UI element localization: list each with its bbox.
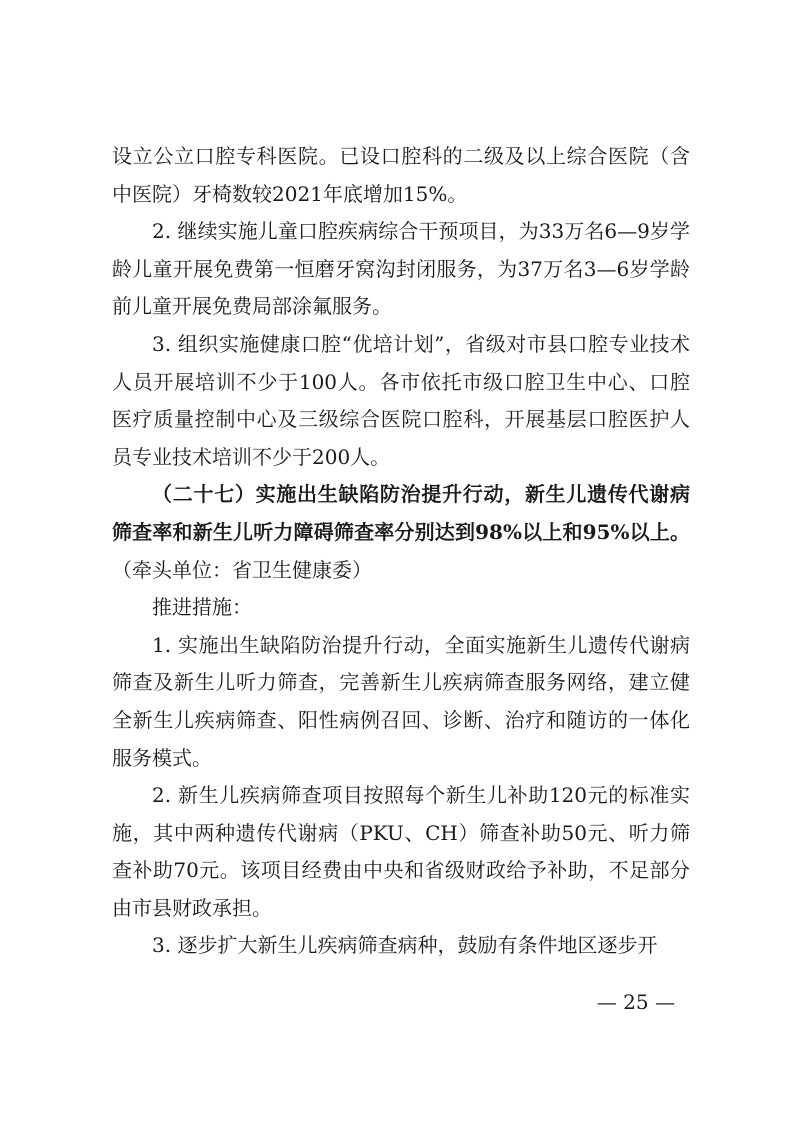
paragraph-measure-1: 1. 实施出生缺陷防治提升行动，全面实施新生儿遗传代谢病筛查及新生儿听力筛查，完善新生儿疾病筛查服务网络，建立健全新生儿疾病筛查、阳性病例召回、诊断、治疗和随访的一体化服务模式。 bbox=[112, 632, 690, 770]
paragraph-measure-2b: 2. 新生儿疾病筛查项目按照每个新生儿补助120元的标准实施，其中两种遗传代谢病（PKU、CH）筛查补助50元、听力筛查补助70元。该项目经费由中央和省级财政给予补助，不足部分由市县财政承担。 bbox=[112, 783, 690, 920]
lead-unit-note: （牵头单位：省卫生健康委） bbox=[112, 557, 372, 582]
page-number: — 25 — bbox=[596, 990, 675, 1014]
paragraph-measure-3: 3. 组织实施健康口腔“优培计划”，省级对市县口腔专业技术人员开展培训不少于100人。各市依托市级口腔卫生中心、口腔医疗质量控制中心及三级综合医院口腔科，开展基层口腔医护人员专业技术培训不少于200人。 bbox=[112, 331, 690, 469]
paragraph-measure-2: 2. 继续实施儿童口腔疾病综合干预项目，为33万名6—9岁学龄儿童开展免费第一恒磨牙窝沟封闭服务，为37万名3—6岁学龄前儿童开展免费局部涂氟服务。 bbox=[112, 219, 690, 319]
document-body bbox=[112, 138, 690, 965]
paragraph-continuation: 设立公立口腔专科医院。已设口腔科的二级及以上综合医院（含中医院）牙椅数较2021年底增加15%。 bbox=[112, 144, 690, 206]
paragraph-measure-3b: 3. 逐步扩大新生儿疾病筛查病种，鼓励有条件地区逐步开 bbox=[152, 933, 658, 958]
section-heading-27 bbox=[112, 476, 690, 589]
measures-label: 推进措施： bbox=[152, 595, 252, 620]
section-heading-bold: （二十七）实施出生缺陷防治提升行动，新生儿遗传代谢病筛查率和新生儿听力障碍筛查率分别达到98%以上和95%以上。 bbox=[112, 482, 690, 544]
